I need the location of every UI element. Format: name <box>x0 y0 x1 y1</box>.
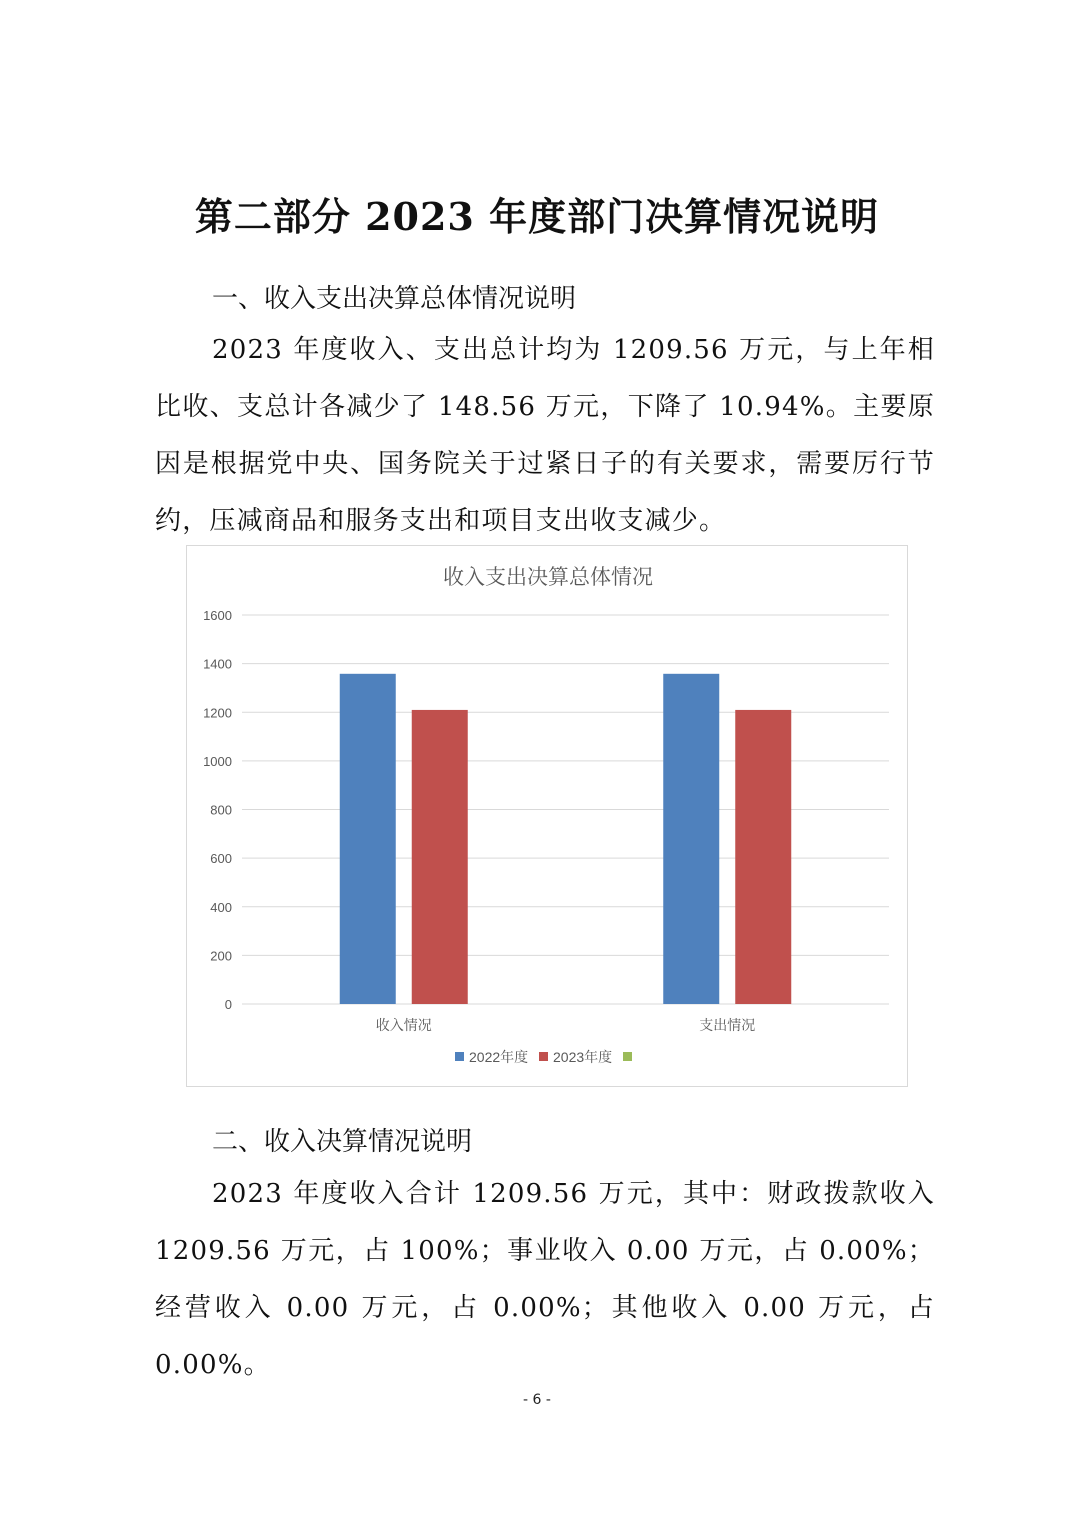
y-tick-label: 1400 <box>203 656 232 672</box>
x-tick-label: 收入情况 <box>375 1017 432 1033</box>
y-tick-label: 800 <box>210 802 232 818</box>
legend-label-2: 2023年度 <box>553 1049 613 1065</box>
legend-swatch-1 <box>455 1052 464 1061</box>
section-1-paragraph: 2023 年度收入、支出总计均为 1209.56 万元，与上年相比收、支总计各减少了 148.56 万元，下降了 10.94%。主要原因是根据党中央、国务院关于过紧日子的有关要求，需要厉行节约，压减商品和服务支出和项目支出收支减少。 <box>155 335 935 536</box>
y-tick-label: 0 <box>224 997 232 1012</box>
y-tick-label: 200 <box>210 948 232 964</box>
y-tick-label: 1000 <box>203 753 232 769</box>
legend-swatch-2 <box>539 1052 548 1061</box>
y-tick-label: 600 <box>210 851 232 867</box>
legend-label-1: 2022年度 <box>469 1049 529 1065</box>
bar-2-1 <box>412 710 468 1004</box>
bar-2-2 <box>735 710 791 1004</box>
y-tick-label: 1600 <box>203 608 232 623</box>
x-tick-label: 支出情况 <box>699 1017 756 1033</box>
y-tick-label: 400 <box>210 899 232 915</box>
page-title: 第二部分 2023 年度部门决算情况说明 <box>194 194 880 239</box>
bar-1-1 <box>340 674 396 1004</box>
section-2-paragraph: 2023 年度收入合计 1209.56 万元，其中：财政拨款收入 1209.56 万元，占 100%；事业收入 0.00 万元，占 0.00%；经营收入 0.00 万元，占 0.00%；其他收入 0.00 万元，占 0.00%。 <box>155 1179 935 1380</box>
chart-title: 收入支出决算总体情况 <box>443 566 653 589</box>
bar-1-2 <box>663 674 719 1004</box>
chart-frame <box>186 545 908 1087</box>
section-heading-2: 二、收入决算情况说明 <box>212 1127 473 1157</box>
bar-chart <box>187 546 909 1088</box>
y-tick-label: 1200 <box>203 705 232 721</box>
section-heading-1: 一、收入支出决算总体情况说明 <box>212 284 577 314</box>
page-number: - 6 - <box>523 1392 551 1408</box>
legend-swatch-3 <box>623 1052 632 1061</box>
